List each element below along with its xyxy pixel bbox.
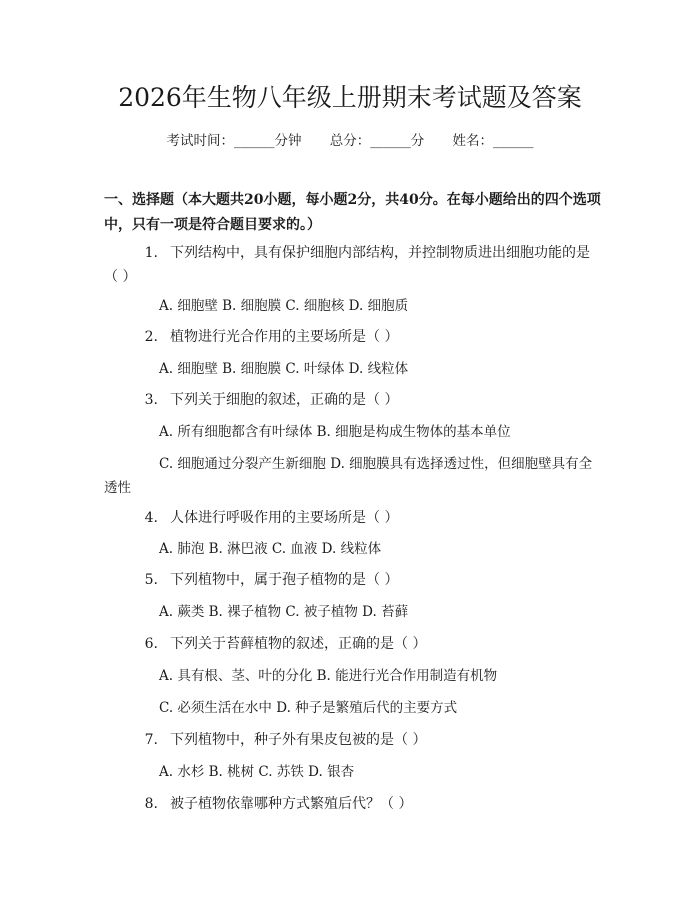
- question-text: 人体进行呼吸作用的主要场所是（ ）: [170, 510, 399, 526]
- question-5-options: A. 蕨类 B. 裸子植物 C. 被子植物 D. 苔藓: [159, 604, 409, 620]
- question-6: [104, 632, 594, 656]
- section-heading: 一、选择题（本大题共20小题，每小题2分，共40分。在每小题给出的四个选项中，只有一项是符合题目要求的。）: [104, 192, 601, 233]
- question-number: 4.: [144, 510, 158, 526]
- question-text: 下列关于苔藓植物的叙述，正确的是（ ）: [170, 636, 427, 652]
- question-number: 2.: [144, 329, 158, 345]
- question-2: [104, 325, 594, 349]
- question-2-options: A. 细胞壁 B. 细胞膜 C. 叶绿体 D. 线粒体: [159, 361, 409, 377]
- question-3-options: A. 所有细胞都含有叶绿体 B. 细胞是构成生物体的基本单位: [159, 424, 511, 440]
- question-text: 下列植物中，种子外有果皮包被的是（ ）: [170, 732, 427, 748]
- exam-meta: [0, 131, 700, 151]
- question-text: 植物进行光合作用的主要场所是（ ）: [170, 329, 399, 345]
- question-3-options-2: C. 细胞通过分裂产生新细胞 D. 细胞膜具有选择透过性，但细胞壁具有全透性: [104, 456, 593, 496]
- question-number: 6.: [144, 636, 158, 652]
- question-text: 下列结构中，具有保护细胞内部结构，并控制物质进出细胞功能的是（ ）: [104, 245, 590, 285]
- question-text: 下列植物中，属于孢子植物的是（ ）: [170, 572, 399, 588]
- question-number: 7.: [144, 732, 158, 748]
- question-number: 3.: [144, 392, 158, 408]
- page-title: 2026年生物八年级上册期末考试题及答案: [118, 83, 582, 112]
- question-1: [104, 241, 594, 289]
- total-score: 总分：______分: [329, 133, 425, 149]
- student-name: 姓名：______: [452, 133, 534, 149]
- question-number: 5.: [144, 572, 158, 588]
- question-number: 1.: [144, 245, 158, 261]
- question-8: [104, 792, 594, 816]
- question-3: [104, 388, 594, 412]
- exam-time: 考试时间：______分钟: [166, 133, 302, 149]
- question-4: [104, 506, 594, 530]
- question-5: [104, 568, 594, 592]
- question-4-options: A. 肺泡 B. 淋巴液 C. 血液 D. 线粒体: [159, 541, 382, 557]
- question-6-options: A. 具有根、茎、叶的分化 B. 能进行光合作用制造有机物: [159, 668, 498, 684]
- question-text: 被子植物依靠哪种方式繁殖后代？（ ）: [170, 796, 413, 812]
- question-7-options: A. 水杉 B. 桃树 C. 苏铁 D. 银杏: [159, 764, 355, 780]
- question-6-options-2: C. 必须生活在水中 D. 种子是繁殖后代的主要方式: [159, 700, 458, 716]
- question-number: 8.: [144, 796, 158, 812]
- question-1-options: A. 细胞壁 B. 细胞膜 C. 细胞核 D. 细胞质: [159, 298, 409, 314]
- question-7: [104, 728, 594, 752]
- question-text: 下列关于细胞的叙述，正确的是（ ）: [170, 392, 399, 408]
